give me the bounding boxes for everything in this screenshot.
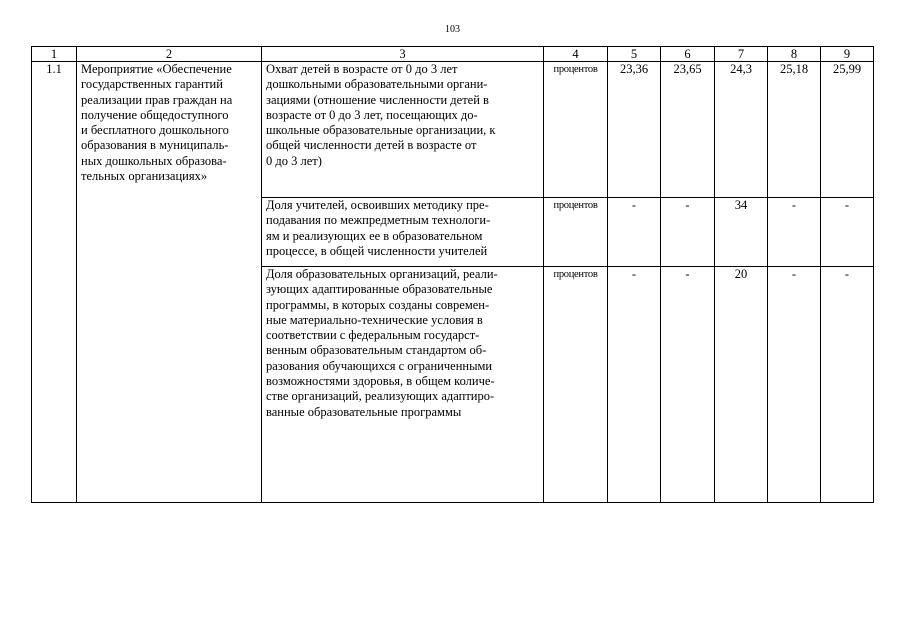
indicator-value: 20 [715, 267, 768, 503]
indicator-line: соответствии с федеральным государст- [266, 328, 480, 343]
event-line: тельных организациях» [81, 169, 208, 184]
indicator-line: возможностями здоровья, в общем количе- [266, 374, 495, 389]
header-cell-2: 2 [77, 47, 262, 62]
indicator-line: школьные образовательные организации, к [266, 123, 496, 138]
header-cell-8: 8 [768, 47, 821, 62]
indicator-line: дошкольными образовательными органи- [266, 77, 488, 92]
event-line: ных дошкольных образова- [81, 153, 227, 168]
indicator-unit: процентов [544, 62, 608, 198]
header-row [32, 47, 874, 62]
table-row [32, 62, 874, 198]
indicator-value: - [661, 198, 715, 267]
indicator-line: зациями (отношение численности детей в [266, 92, 489, 107]
row-number: 1.1 [32, 62, 77, 503]
indicator-value: - [768, 267, 821, 503]
indicator-value: - [608, 267, 661, 503]
indicator-value: 25,99 [821, 62, 874, 198]
indicators-table [31, 46, 874, 503]
indicator-value: - [661, 267, 715, 503]
indicator-line: разования обучающихся с ограниченными [266, 358, 493, 373]
event-name [77, 62, 262, 503]
indicator-line: Доля образовательных организаций, реали- [266, 267, 498, 281]
indicator-line: Доля учителей, освоивших методику пре- [266, 198, 489, 212]
event-line: и бесплатного дошкольного [81, 123, 229, 138]
indicator-value: 24,3 [715, 62, 768, 198]
indicator-line: Охват детей в возрасте от 0 до 3 лет [266, 62, 458, 76]
indicator-value: 25,18 [768, 62, 821, 198]
indicator-description [262, 198, 544, 267]
header-cell-4: 4 [544, 47, 608, 62]
indicator-line: 0 до 3 лет) [266, 153, 322, 168]
header-cell-5: 5 [608, 47, 661, 62]
indicator-description [262, 267, 544, 503]
indicator-line: возрасте от 0 до 3 лет, посещающих до- [266, 107, 478, 122]
indicator-value: - [821, 267, 874, 503]
header-cell-3: 3 [262, 47, 544, 62]
indicator-value: 23,36 [608, 62, 661, 198]
indicator-line: венным образовательным стандартом об- [266, 343, 487, 358]
indicator-value: 23,65 [661, 62, 715, 198]
event-line: Мероприятие «Обеспечение [81, 62, 232, 76]
indicator-description [262, 62, 544, 198]
indicator-value: - [608, 198, 661, 267]
indicator-unit: процентов [544, 198, 608, 267]
event-line: реализации прав граждан на [81, 92, 233, 107]
indicator-value: - [821, 198, 874, 267]
indicator-line: общей численности детей в возрасте от [266, 138, 477, 153]
indicator-line: зующих адаптированные образовательные [266, 282, 493, 297]
indicator-value: - [768, 198, 821, 267]
event-line: получение общедоступного [81, 107, 229, 122]
indicator-line: стве организаций, реализующих адаптиро- [266, 389, 495, 404]
indicator-line: ванные образовательные программы [266, 404, 462, 419]
indicator-line: процессе, в общей численности учителей [266, 243, 488, 258]
page-number: 103 [445, 24, 460, 35]
indicator-value: 34 [715, 198, 768, 267]
indicator-line: ные материально-технические условия в [266, 312, 483, 327]
indicator-line: программы, в которых созданы современ- [266, 297, 490, 312]
header-cell-1: 1 [32, 47, 77, 62]
event-line: государственных гарантий [81, 77, 223, 92]
header-cell-7: 7 [715, 47, 768, 62]
indicator-line: подавания по межпредметным технологи- [266, 213, 491, 228]
indicator-unit: процентов [544, 267, 608, 503]
indicator-line: ям и реализующих ее в образовательном [266, 228, 483, 243]
header-cell-6: 6 [661, 47, 715, 62]
header-cell-9: 9 [821, 47, 874, 62]
event-line: образования в муниципаль- [81, 138, 229, 153]
